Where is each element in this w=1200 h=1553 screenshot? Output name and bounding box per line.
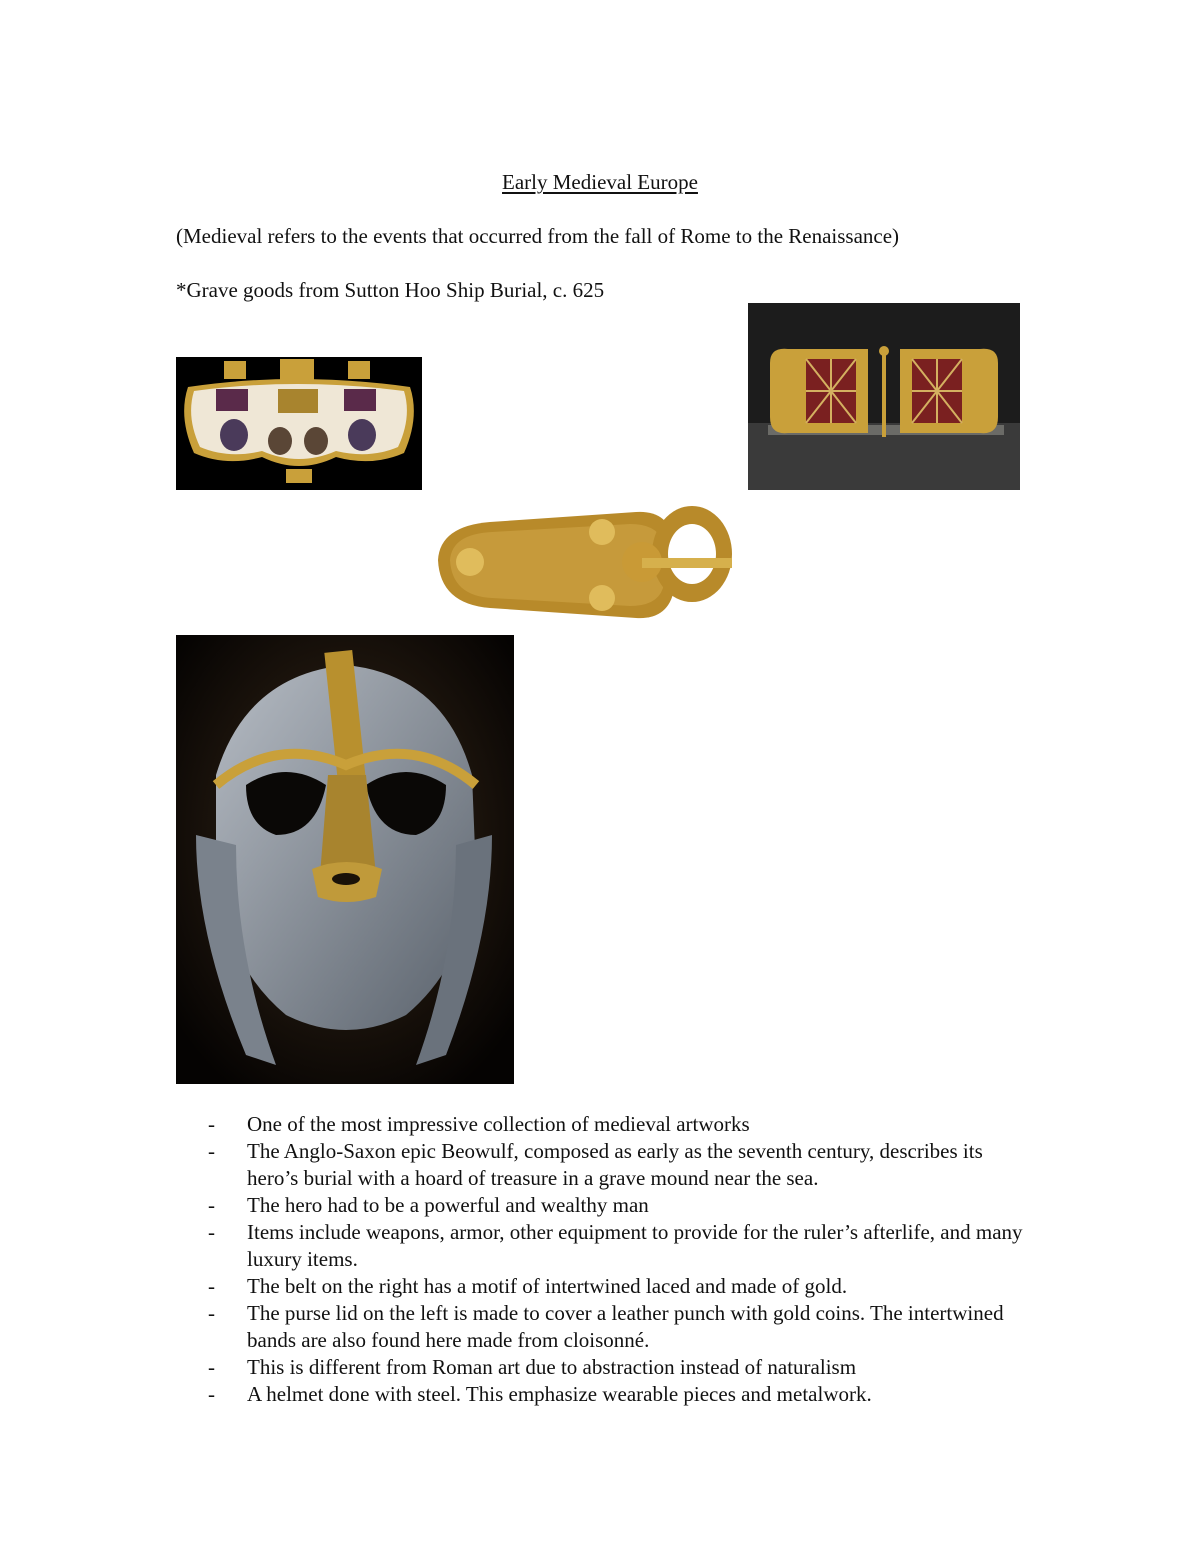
list-item [208, 1138, 1038, 1192]
sutton-hoo-helmet-image [176, 635, 514, 1084]
list-item-text: The purse lid on the left is made to cover a leather punch with gold coins. The intertwined bands are also found here made from cloisonné. [247, 1301, 1004, 1352]
list-item [208, 1381, 1038, 1408]
list-item-text: The belt on the right has a motif of intertwined laced and made of gold. [247, 1274, 848, 1298]
purse-lid-image [176, 357, 422, 490]
bullet-marker: - [208, 1193, 215, 1217]
page-title: Early Medieval Europe [502, 170, 698, 194]
list-item-text: Items include weapons, armor, other equipment to provide for the ruler’s afterlife, and many luxury items. [247, 1220, 1023, 1271]
bullet-marker: - [208, 1220, 215, 1244]
list-item [208, 1111, 1038, 1138]
list-item [208, 1219, 1038, 1273]
notes-list [208, 1111, 1038, 1408]
shoulder-clasps-image [748, 303, 1020, 490]
gold-buckle-image [430, 500, 736, 630]
list-item [208, 1300, 1038, 1354]
bullet-marker: - [208, 1382, 215, 1406]
bullet-marker: - [208, 1112, 215, 1136]
list-item [208, 1354, 1038, 1381]
list-item-text: A helmet done with steel. This emphasize wearable pieces and metalwork. [247, 1382, 872, 1406]
bullet-marker: - [208, 1301, 215, 1325]
list-item-text: The Anglo-Saxon epic Beowulf, composed as early as the seventh century, describes its hero’s burial with a hoard of treasure in a grave mound near the sea. [247, 1139, 983, 1190]
list-item-text: This is different from Roman art due to abstraction instead of naturalism [247, 1355, 857, 1379]
bullet-marker: - [208, 1139, 215, 1163]
intro-text: (Medieval refers to the events that occurred from the fall of Rome to the Renaissance) [176, 224, 900, 248]
list-item-text: The hero had to be a powerful and wealthy man [247, 1193, 649, 1217]
bullet-marker: - [208, 1355, 215, 1379]
list-item [208, 1192, 1038, 1219]
bullet-marker: - [208, 1274, 215, 1298]
subheading: *Grave goods from Sutton Hoo Ship Burial, c. 625 [176, 278, 605, 302]
list-item-text: One of the most impressive collection of medieval artworks [247, 1112, 750, 1136]
list-item [208, 1273, 1038, 1300]
